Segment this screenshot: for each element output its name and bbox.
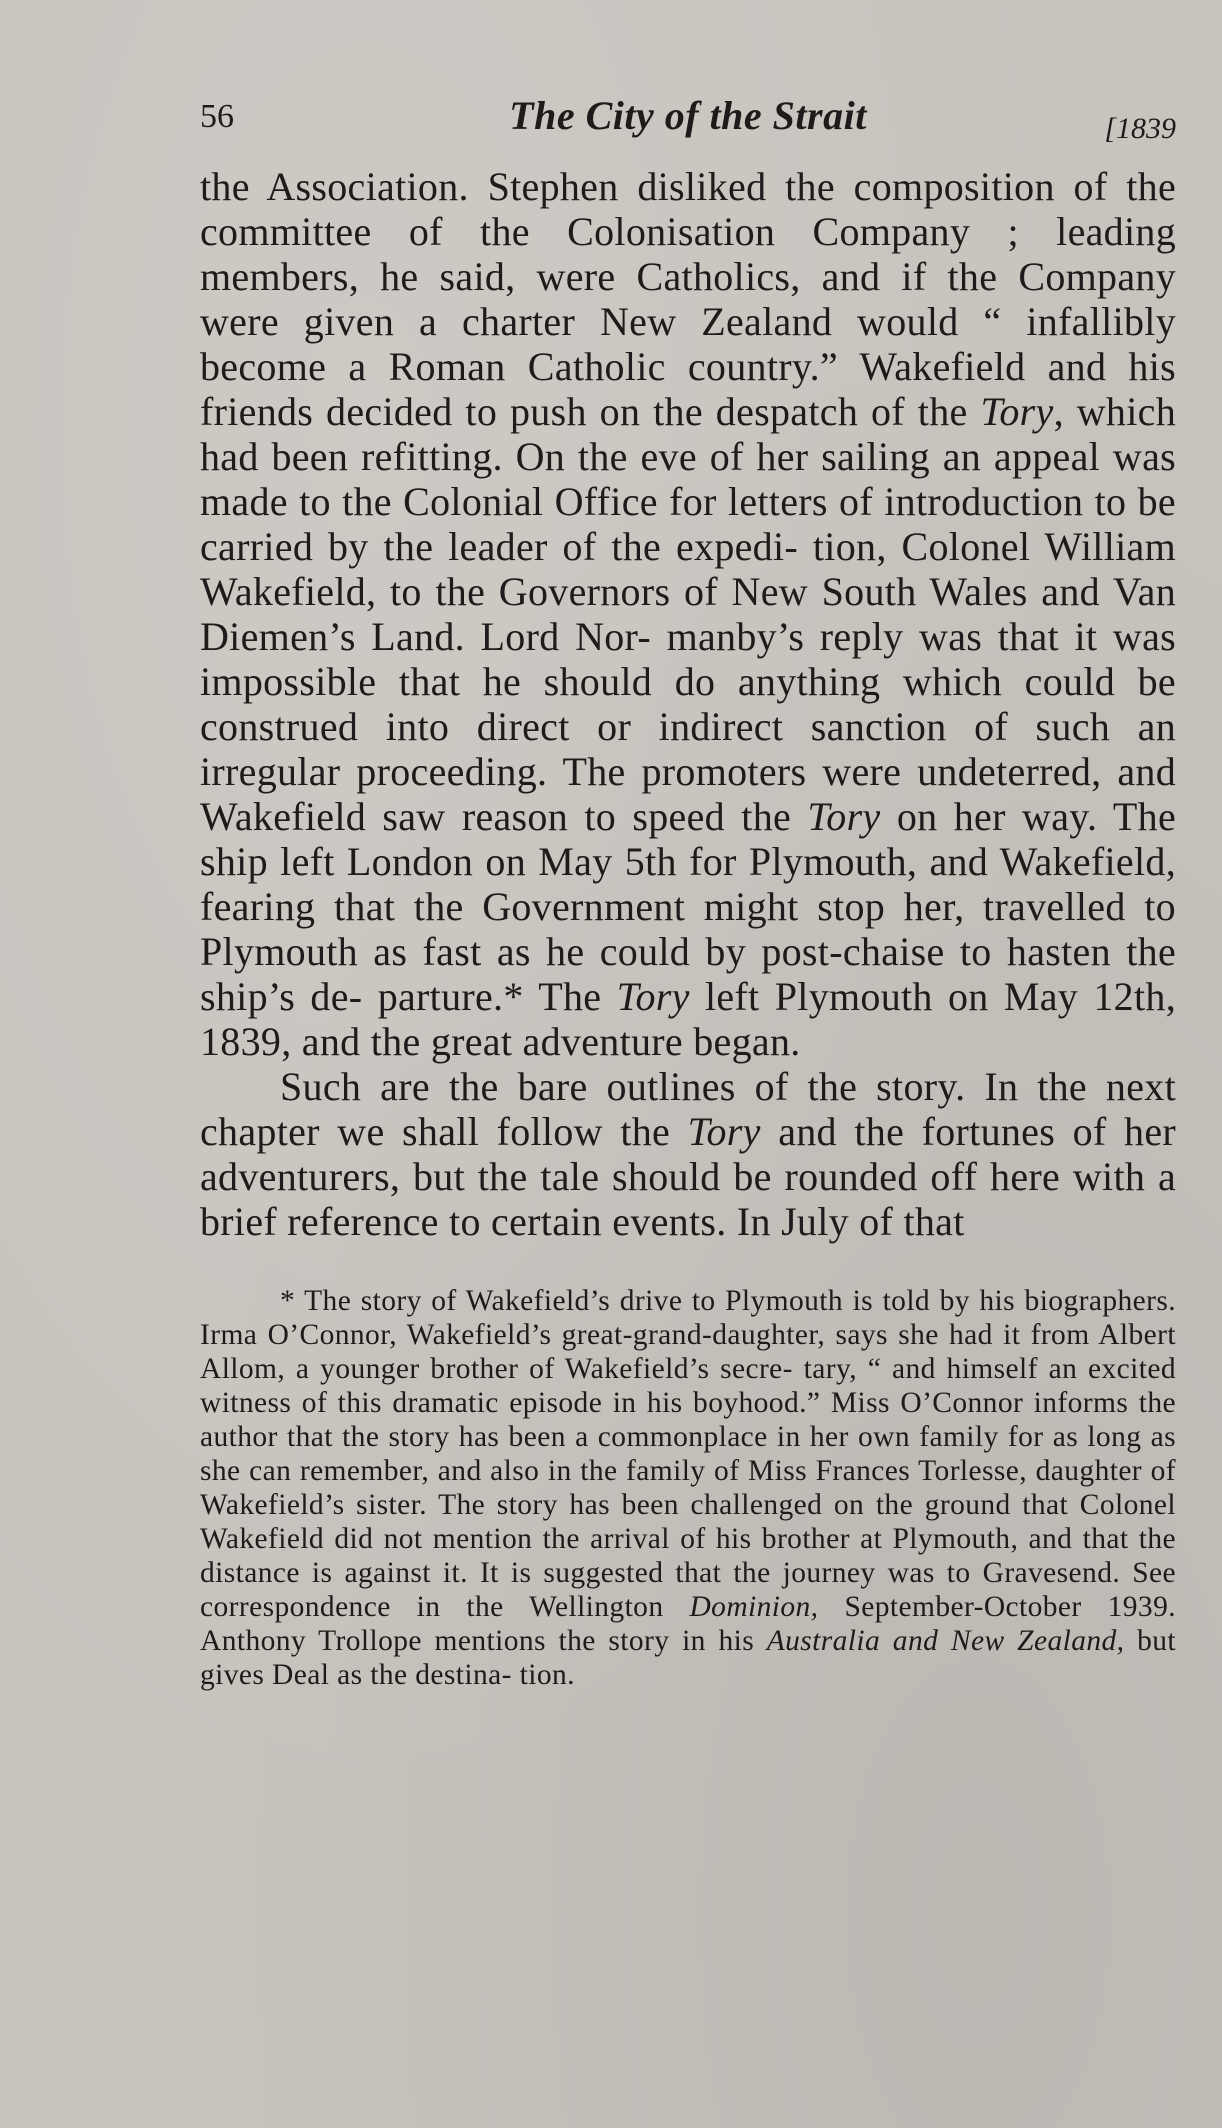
text-run: and the fortunes of her adventurers, but the tale should be rounded off here with a brief reference to certain events. In July of that: [200, 1109, 1176, 1244]
paragraph-1: [200, 164, 1176, 1064]
body-text: [200, 164, 1176, 1244]
text-run: left Plymouth on May 12th, 1839, and the great adventure began.: [200, 974, 1176, 1064]
paragraph-2: [200, 1064, 1176, 1244]
footnote-paragraph: [200, 1284, 1176, 1692]
year-marker: [1839: [1104, 112, 1176, 145]
text-run: Such are the bare outlines of the story. In the next chapter we shall follow the: [200, 1064, 1176, 1154]
book-page: [200, 92, 1176, 1692]
newspaper-title: Dominion,: [689, 1591, 819, 1623]
text-run: * The story of Wakefield’s drive to Plymouth is told by his biographers. Irma O’Connor, Wakefield’s great-grand-daughter, says she had it from Albert Allom, a younger brother of Wakefield’s secre- tary, “ and himself an excited witness of this dramatic episode in his boyhood.” Miss O’Connor informs the author that the story has been a commonplace in her own family for as long as she can remember, and also in the family of Miss Frances Torlesse, daughter of Wakefield’s sister. The story has been challenged on the ground that Colonel Wakefield did not mention the arrival of his brother at Plymouth, and that the distance is against it. It is suggested that the journey was to Gravesend. See correspondence in the Wellington: [200, 1285, 1176, 1623]
running-head: [200, 92, 1176, 162]
page-number: 56: [200, 98, 234, 135]
book-title: Australia and New Zealand,: [766, 1625, 1125, 1657]
footnote: [200, 1284, 1176, 1692]
ship-name: Tory: [687, 1109, 761, 1154]
ship-name: Tory: [980, 389, 1054, 434]
running-title: The City of the Strait: [509, 93, 867, 138]
ship-name: Tory: [807, 794, 881, 839]
text-run: but gives Deal as the destina- tion.: [200, 1625, 1176, 1691]
ship-name: Tory: [616, 974, 690, 1019]
text-run: the Association. Stephen disliked the composition of the committee of the Colonisation Company ; leading members, he said, were Catholics, and if the Company were given a charter New Zealand would “ infallibly become a Roman Catholic country.” Wakefield and his friends decided to push on the despatch of the: [200, 164, 1176, 434]
text-run: on her way. The ship left London on May 5th for Plymouth, and Wakefield, fearing that the Government might stop her, travelled to Plymouth as fast as he could by post-chaise to hasten the ship’s de- parture.* The: [200, 794, 1176, 1019]
text-run: September-October 1939. Anthony Trollope mentions the story in his: [200, 1591, 1177, 1657]
text-run: , which had been refitting. On the eve of her sailing an appeal was made to the Colonial Office for letters of introduction to be carried by the leader of the expedi- tion, Colonel William Wakefield, to the Governors of New South Wales and Van Diemen’s Land. Lord Nor- manby’s reply was that it was impossible that he should do anything which could be construed into direct or indirect sanction of such an irregular proceeding. The promoters were undeterred, and Wakefield saw reason to speed the: [200, 389, 1176, 839]
